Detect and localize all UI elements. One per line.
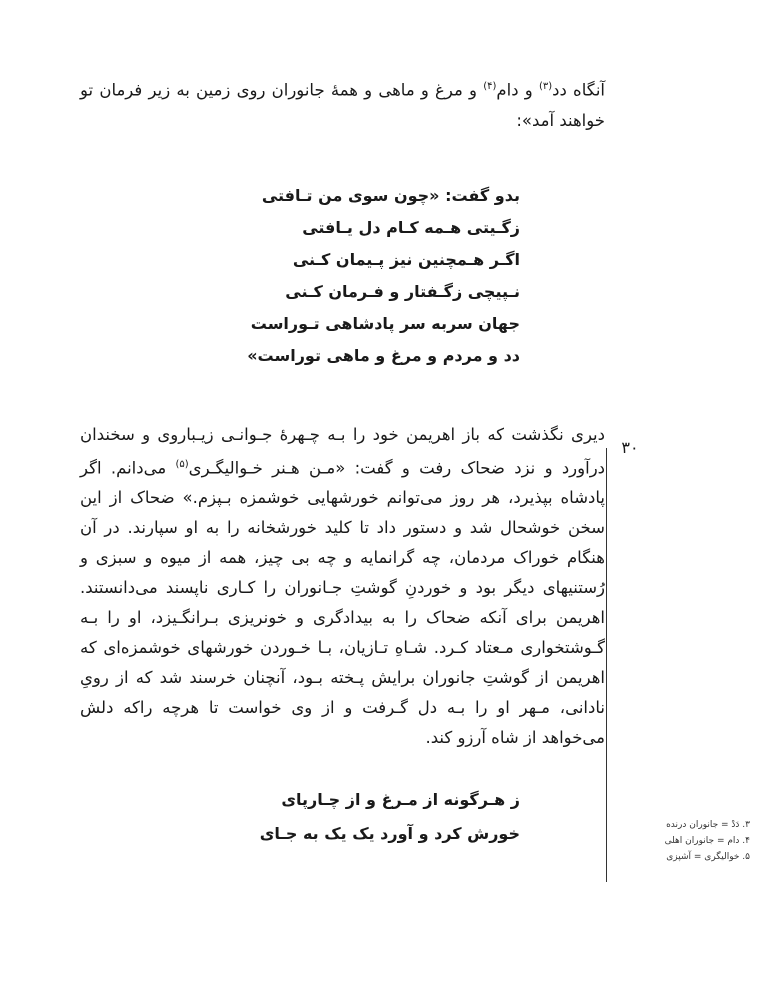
verse-block-1: [80, 180, 605, 372]
verse-line: اگـر هـمچنین نیز پـیمان کـنی: [292, 249, 520, 269]
intro-text: و دام: [496, 80, 539, 100]
verse-line: خورش کرد و آورد یک یک به جـای: [259, 824, 520, 843]
footnote-ref-5: (۵): [175, 458, 189, 470]
footnote-4: ۴. دام = جانوران اهلی: [664, 836, 750, 846]
intro-paragraph: [80, 72, 605, 136]
footnote-ref-4: (۴): [483, 81, 497, 92]
verse-line: ز هـرگونه از مـرغ و از چـارپای: [281, 790, 520, 809]
verse-line: جهان سربه سر پادشاهی تـوراست: [250, 313, 520, 333]
verse-block-2: [80, 783, 605, 851]
intro-text: آنگاه دد: [552, 80, 606, 100]
verse-line: زگـیتی هـمه کـام دل یـافتی: [302, 217, 520, 237]
body-paragraph: [80, 420, 605, 754]
footnote-3: ۳. دَدْ = جانوران درنده: [666, 820, 750, 830]
body-text: می‌دانم. اگر پادشاه بپذیرد، هر روز می‌توانم خورشهایی خوشمزه بـپزم.» ضحاک از این سخن خوشحال شد و دستور داد تا کلید خورشخانه را به او سپارند. در آن هنگام خوراک مردمان، چه گرانمایه و چه بی چیز، همه از میوه و سبزی و رُستنیهای دیگر بود و خوردنِ گوشتِ جـانوران را کـاری ناپسند می‌دانستند. اهریمن برای آنکه ضحاک را به بیدادگری و خونریزی بـرانگـیزد، او را بـه گـوشتخواری مـعتاد کـرد. شـاهِ تـازیان، بـا خـوردن خورشهای خوشمزه‌ای که اهریمن از گوشتِ جانوران برایش پـخته بـود، آنچنان خرسند شد که از رویِ نادانی، مـهر او را بـه دل گـرفت و از وی خواست تا هرچه راکه دلش می‌خواهد از شاه آرزو کند.: [80, 458, 605, 747]
verse-line: دد و مردم و مرغ و ماهی توراست»: [247, 345, 520, 365]
intro-text: و مرغ و ماهی و همهٔ جانوران روی زمین به زیر فرمان تو خواهند آمد»:: [80, 80, 605, 130]
verse-line: نـپیچی زگـفتار و فـرمان کـنی: [285, 281, 520, 301]
verse-line: بدو گفت: «چون سوی من تـافتی: [261, 185, 520, 205]
main-text: [80, 72, 605, 851]
footnote-ref-3: (۳): [538, 81, 553, 92]
footnote-5: ۵. خوالیگری = آشپزی: [666, 852, 750, 862]
page-number: ۳۰: [621, 438, 639, 457]
footnotes: [612, 817, 750, 865]
margin-rule: [606, 448, 607, 882]
body-text: دیری نگذشت که باز اهریمن خود را بـه چـهرهٔ جـوانـی زیـباروی و سخندان درآورد و نزد ضحاک رفت و گفت: «مـن هـنر خـوالیگـری: [80, 424, 606, 477]
